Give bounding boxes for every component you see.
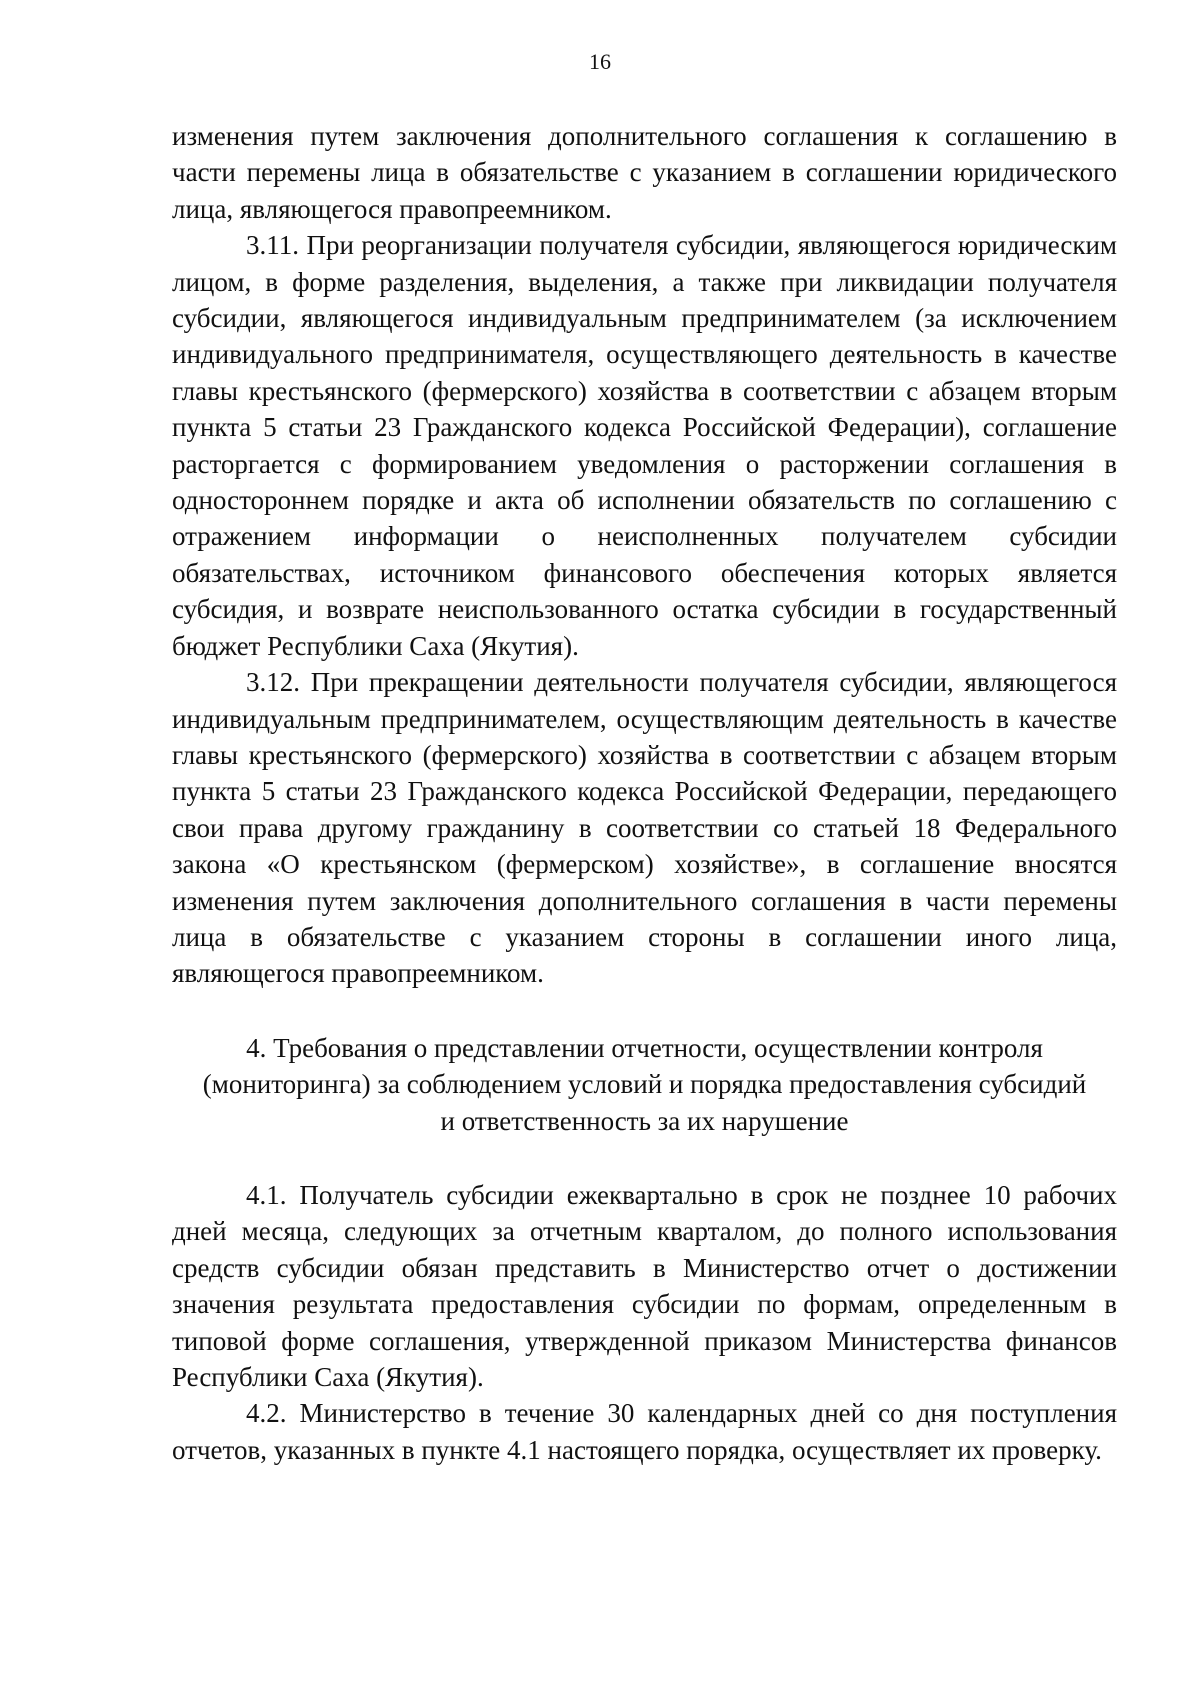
paragraph-clause-4-2: 4.2. Министерство в течение 30 календарных дней со дня поступления отчетов, указанных в пункте 4.1 настоящего порядка, осуществляет их проверку.: [172, 1398, 1117, 1465]
paragraph-clause-3-11: 3.11. При реорганизации получателя субсидии, являющегося юридическим лицом, в форме разделения, выделения, а также при ликвидации получателя субсидии, являющегося индивидуальным предпринимателем (за исключением индивидуального предпринимателя, осуществляющего деятельность в качестве главы крестьянского (фермерского) хозяйства в соответствии с абзацем вторым пункта 5 статьи 23 Гражданского кодекса Российской Федерации), соглашение расторгается с формированием уведомления о расторжении соглашения в одностороннем порядке и акта об исполнении обязательств по соглашению с отражением информации о неисполненных получателем субсидии обязательствах, источником финансового обеспечения которых является субсидия, и возврате неиспользованного остатка субсидии в государственный бюджет Республики Саха (Якутия).: [172, 230, 1117, 661]
section-heading-line: 4. Требования о представлении отчетности, осуществлении контроля: [246, 1032, 1043, 1063]
paragraph-continuation: изменения путем заключения дополнительного соглашения к соглашению в части перемены лица в обязательстве с указанием в соглашении юридического лица, являющегося правопреемником.: [172, 121, 1117, 224]
document-body: [172, 118, 1117, 1468]
paragraph-clause-3-12: 3.12. При прекращении деятельности получателя субсидии, являющегося индивидуальным предпринимателем, осуществляющим деятельность в качестве главы крестьянского (фермерского) хозяйства в соответствии с абзацем вторым пункта 5 статьи 23 Гражданского кодекса Российской Федерации, передающего свои права другому гражданину в соответствии со статьей 18 Федерального закона «О крестьянском (фермерском) хозяйстве», в соглашение вносятся изменения путем заключения дополнительного соглашения в части перемены лица в обязательстве с указанием стороны в соглашении иного лица, являющегося правопреемником.: [172, 667, 1117, 989]
paragraph-clause-4-1: 4.1. Получатель субсидии ежеквартально в срок не позднее 10 рабочих дней месяца, следующих за отчетным кварталом, до полного использования средств субсидии обязан представить в Министерство отчет о достижении значения результата предоставления субсидии по формам, определенным в типовой форме соглашения, утвержденной приказом Министерства финансов Республики Саха (Якутия).: [172, 1179, 1117, 1392]
section-heading-line: (мониторинга) за соблюдением условий и порядка предоставления субсидий: [202, 1069, 1087, 1100]
section-heading: [172, 1030, 1117, 1139]
section-heading-line: и ответственность за их нарушение: [440, 1105, 849, 1136]
page-number: 16: [589, 49, 611, 74]
